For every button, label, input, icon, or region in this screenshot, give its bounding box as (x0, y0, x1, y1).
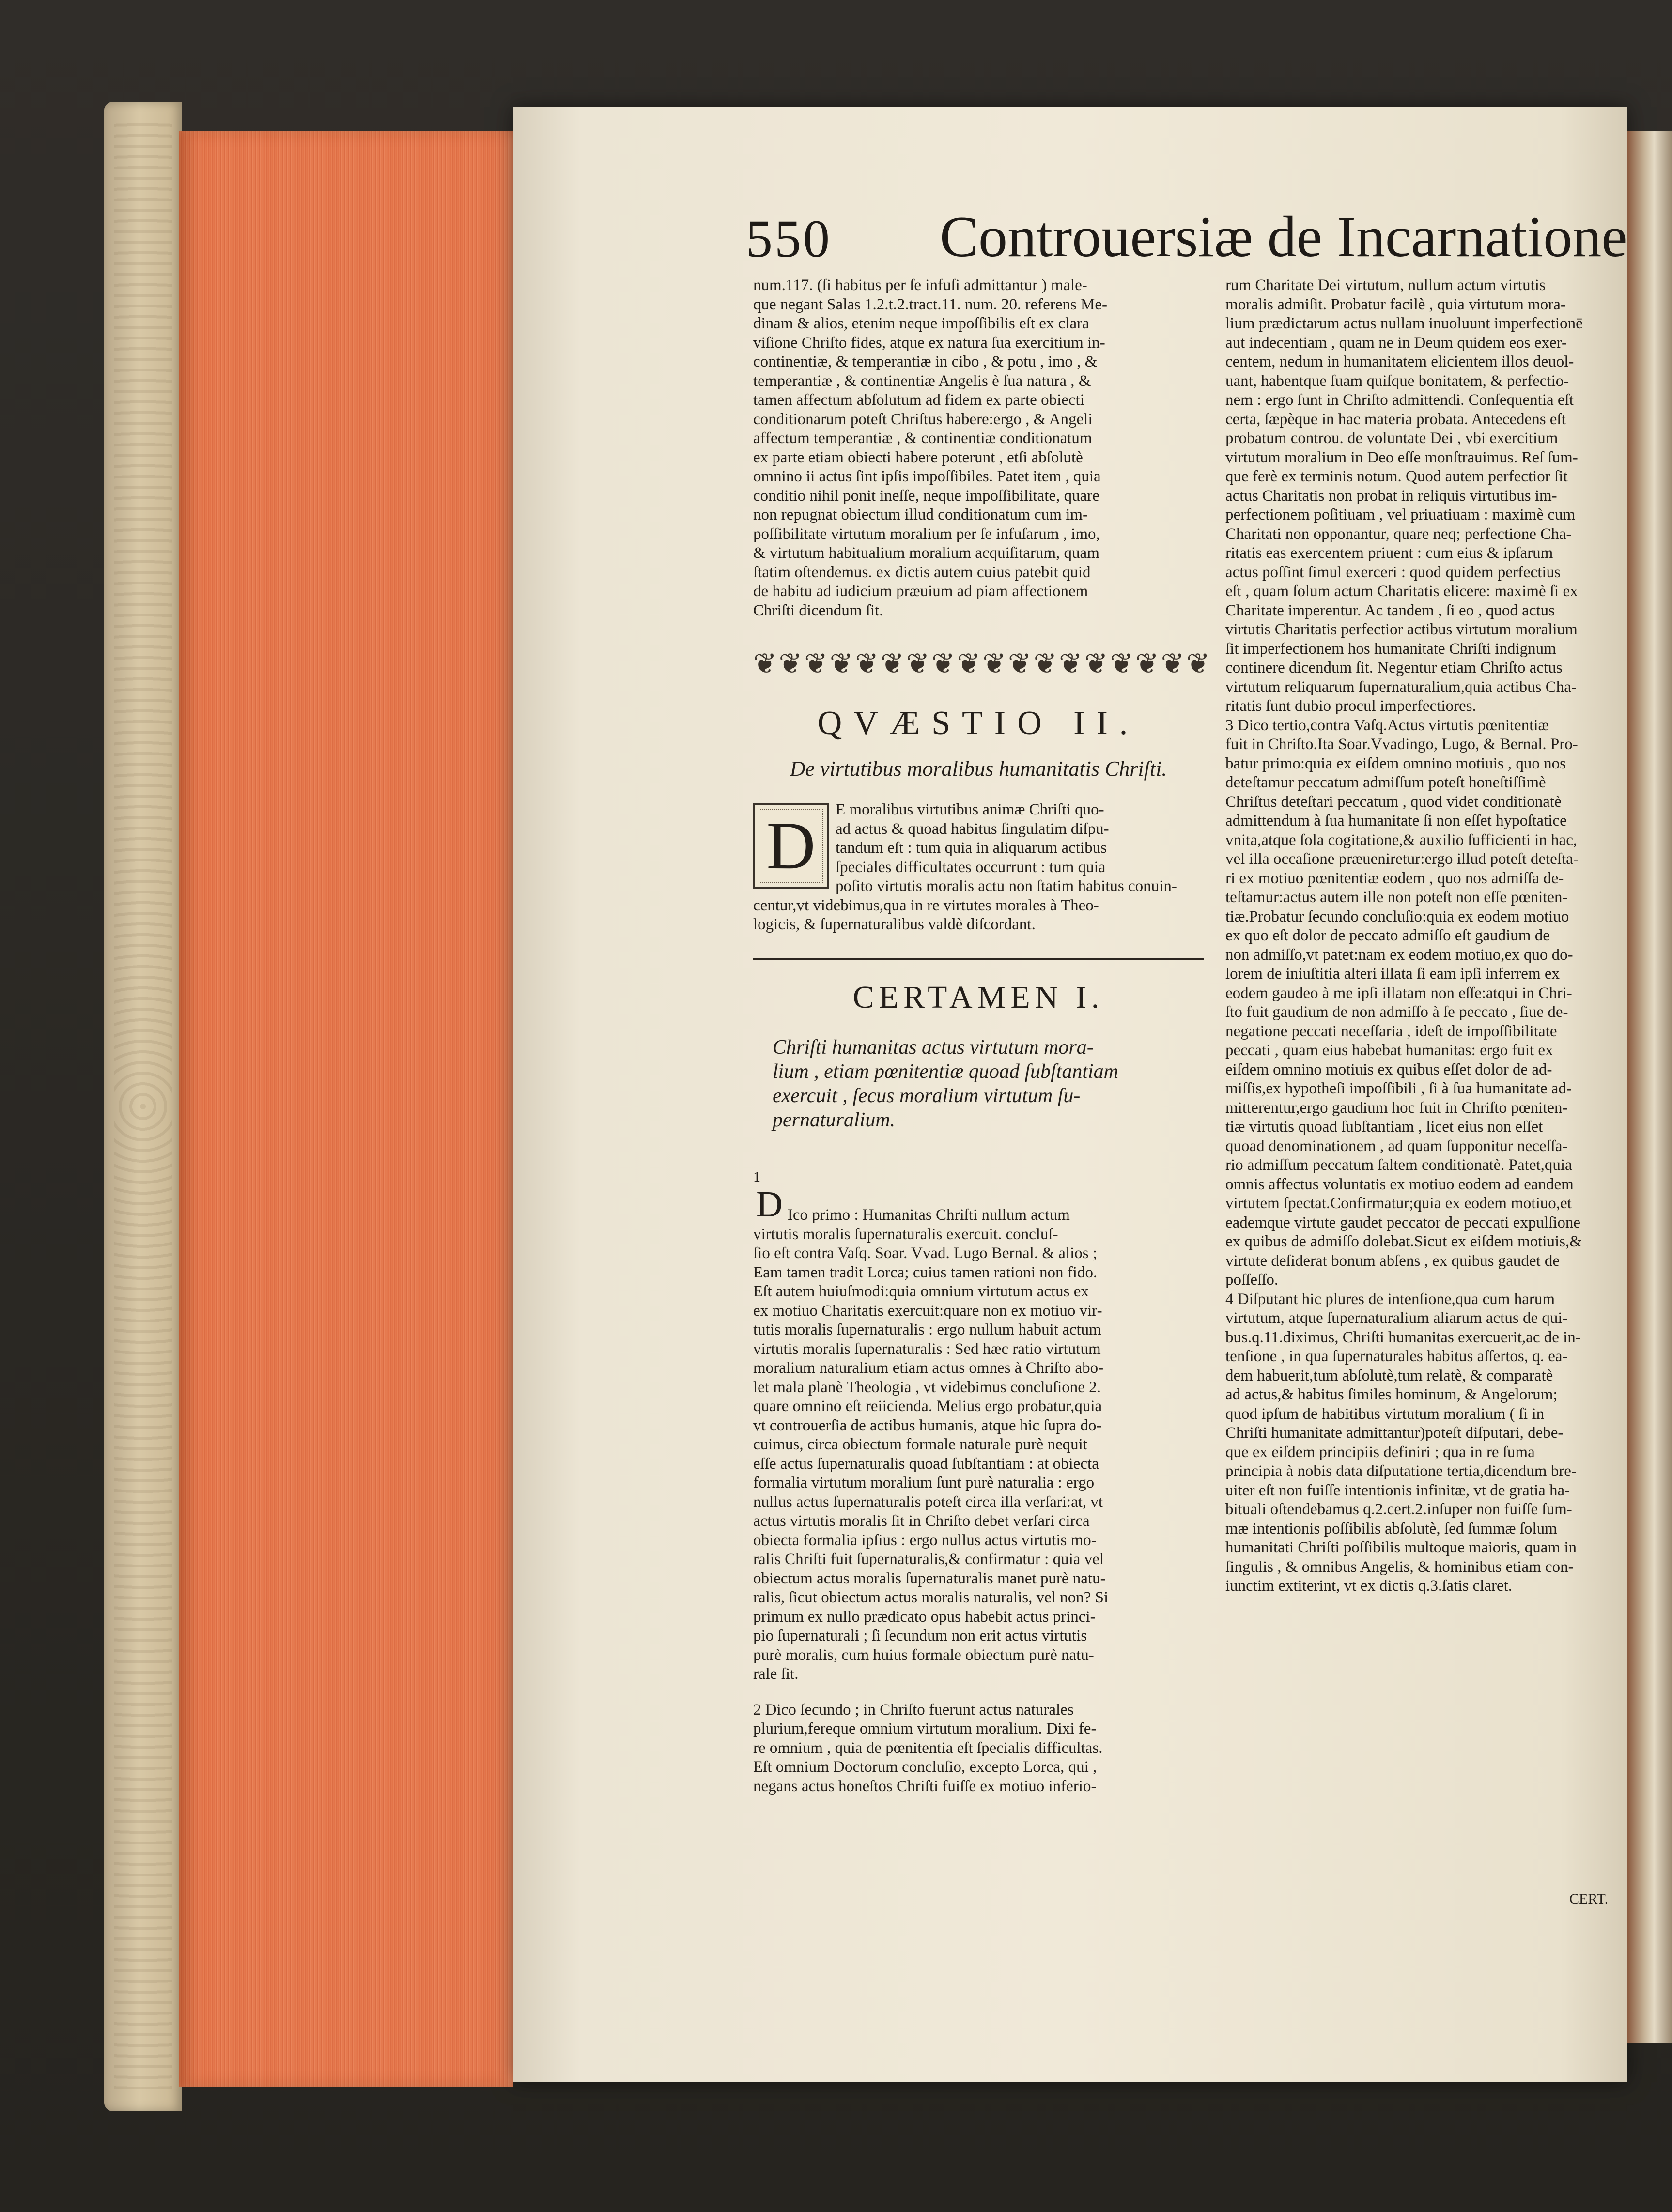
catchword: CERT. (1569, 1891, 1609, 1907)
paragraph-number: 1 (753, 1169, 760, 1185)
page-number: 550 (746, 209, 832, 268)
facing-page-edge (1627, 131, 1672, 2043)
right-paragraph-1: rum Charitate Dei virtutum, nullum actum virtutis moralis admiſit. Probatur facilè , quia virtutum mora- lium prædictarum actus nullam inuoluunt imperfectionē aut indecentiam , quam ne in Deum quidem eos exer- centem, nedum in humanitatem elicientem illos deuol- uant, habentque ſuam quiſque bonitatem, & perfectio- nem : ergo ſunt in Chriſto admittendi. Conſequentia eſt certa, ſæpèque in hac materia probata. Antecedens eſt probatum controu. de voluntate Dei , vbi exercitium virtutum moralium in Deo eſſe monſtrauimus. Reſ ſum- que ferè ex terminis notum. Quod autem perfectior ſit actus Charitatis non probat in reliquis virtutibus im- perfectionem poſitiuam , vel priuatiuam : maximè cum Charitati non opponantur, quare neq; perfectione Cha- ritatis eas exercentem priuent : cum eius & ipſarum actus poſſint ſimul exerceri : quod quidem perfectius eſt , quam ſolum actum Charitatis elicere: maximè ſi ex Charitate imperentur. Ac tandem , ſi eo , quod actus virtutis Charitatis perfectior actibus virtutum moralium ſit imperfectionem hos humanitate Chriſti indignum continere dicendum ſit. Negentur etiam Chriſto actus virtutum reliquarum ſupernaturalium,quia actibus Cha- ritatis ſunt dubio procul imperfectiores. (1225, 276, 1583, 715)
questio-intro-text: E moralibus virtutibus animæ Chriſti quo- ad actus & quoad habitus ſingulatim diſpu- tandum eſt : tum quia in aliquarum actibus ſpeciales difficultates occurrunt : tum quia poſito virtutis moralis actu non ſtatim habitus conuin- centur,vt videbimus,qua in re virtutes morales à Theo- logicis, & ſupernaturalibus valdè diſcordant. (753, 801, 1177, 933)
right-column (1225, 276, 1618, 1596)
initial-flourish (759, 809, 823, 883)
questio-title: QVÆSTIO II. (817, 705, 1140, 742)
intro-paragraph: num.117. (ſi habitus per ſe infuſi admittantur ) male- que negant Salas 1.2.t.2.tract.11. num. 20. referens Me- dinam & alios, etenim neque impoſſibilis eſt ex clara viſione Chriſto fides, atque ex natura ſua exercitium in- continentiæ, & temperantiæ in cibo , & potu , imo , & temperantiæ , & continentiæ Angelis è ſua natura , & tamen affectum abſolutum ad fidem ex parte obiecti conditionarum poteſt Chriſtus habere:ergo , & Angeli affectum temperantiæ , & continentiæ conditionatum ex parte etiam obiecti habere poterunt , etſi abſolutè omnino ii actus ſint ipſis impoſſibiles. Patet item , quia conditio nihil ponit ineſſe, neque impoſſibilitate, quare non repugnat obiectum illud conditionatum cum im- poſſibilitate virtutum moralium per ſe infuſarum , imo, & virtutum habitualium moralium acquiſitarum, quam ſtatim oſtendemus. ex dictis autem cuius patebit quid de habitu ad iudicium præuium ad piam affectionem Chriſti dicendum ſit. (753, 276, 1107, 619)
paragraph-initial: D (756, 1183, 783, 1225)
cover-pattern (114, 121, 172, 2092)
certamen-summary: Chriſti humanitas actus virtutum mora- lium , etiam pœnitentiæ quoad ſubſtantiam exercuit , ſecus moralium virtutum ſu- pernaturalium. (773, 1036, 1118, 1131)
page-header (746, 203, 1627, 276)
page-block-edge (179, 131, 513, 2087)
decorated-initial (753, 803, 829, 889)
left-column (753, 276, 1212, 1796)
right-paragraph-3: 3 Dico tertio,contra Vaſq.Actus virtutis pœnitentiæ fuit in Chriſto.Ita Soar.Vvadingo, Lugo, & Bernal. Pro- batur primo:quia ex eiſdem omnino motiuis , quo nos deteſtamur peccatum admiſſum poteſt honeſtiſſimè Chriſtus deteſtari peccatum , quod videt conditionatè admittendum à ſua humanitate ſi non eſſet hypoſtatice vnita,atque ſola cogitatione,& auxilio ſufficienti in hac, vel illa occaſione præueniretur:ergo illud poteſt deteſta- ri ex motiuo pœnitentiæ eodem , quo nos admiſſa de- teſtamur:actus autem ille non poteſt non eſſe pœniten- tiæ.Probatur ſecundo concluſio:quia ex eodem motiuo ex quo eſt dolor de peccato admiſſo eſt gaudium de non admiſſo,vt patet:nam ex eodem motiuo,ex quo do- lorem de iniuſtitia alteri illata ſi eam ipſi inferrem ex eodem gaudeo à me ipſi illatam non eſſe:atqui in Chri- ſto fuit gaudium de non admiſſo à ſe peccato , ſiue de- negatione peccati neceſſaria , ideſt de impoſſibilitate peccati , quam eius habebat humanitas: ergo fuit ex eiſdem omnino motiuis ex quibus eſſet dolor de ad- miſſis,ex hypotheſi impoſſibili , ſi à ſua humanitate ad- mitterentur,ergo gaudium hoc fuit in Chriſto pœniten- tiæ virtutis quoad ſubſtantiam , licet eius non eſſet quoad denominationem , ad quam ſupponitur neceſſa- rio admiſſum peccatum ſaltem conditionatè. Patet,quia omnis affectus voluntatis ex motiuo eodem ad eandem virtutem ſpectat.Confirmatur;quia ex eodem motiuo,et eademque virtute gaudet peccator de peccati expulſione ex quibus de admiſſo dolebat.Sicut ex eiſdem motiuis,& virtute deſiderat bonum abſens , ex quibus gaudet de poſſeſſo. (1225, 716, 1582, 1289)
running-title: Controuersiæ de Incarnatione (940, 204, 1627, 269)
questio-subtitle: De virtutibus moralibus humanitatis Chriſti. (790, 757, 1167, 781)
dropcap-letter: D (766, 808, 816, 883)
book-cover (104, 102, 182, 2111)
certamen-title: CERTAMEN I. (852, 979, 1104, 1015)
paragraph-2: 2 Dico ſecundo ; in Chriſto fuerunt actus naturales plurium,fereque omnium virtutum moralium. Dixi fe- re omnium , quia de pœnitentia eſt ſpecialis difficultas. Eſt omnium Doctorum concluſio, excepto Lorca, qui , negans actus honeſtos Chriſti fuiſſe ex motiuo inferio- (753, 1701, 1103, 1795)
paragraph-1-text: Ico primo : Humanitas Chriſti nullum actum virtutis moralis ſupernaturalis exercuit. concluſ- ſio eſt contra Vaſq. Soar. Vvad. Lugo Bernal. & alios ; Eam tamen tradit Lorca; cuius tamen rationi non fido. Eſt autem huiuſmodi:quia omnium virtutum actus ex ex motiuo Charitatis exercuit:quare non ex motiuo vir- tutis moralis ſupernaturalis : ergo nullum habuit actum virtutis moralis ſupernaturalis : Sed hæc ratio virtutum moralium naturalium etiam actus omnes à Chriſto abo- let mala planè Theologia , vt videbimus concluſione 2. quare omnino eſt reiicienda. Melius ergo probatur,quia vt controuerſia de actibus humanis, atque hic ſupra do- cuimus, circa obiectum formale naturale purè nequit eſſe actus ſupernaturalis quoad ſubſtantiam : at obiecta formalia virtutum moralium ſunt purè naturalia : ergo nullus actus ſupernaturalis poteſt circa illa verſari:at, vt actus virtutis moralis ſit in Chriſto debet verſari circa obiecta formalia ipſius : ergo nullus actus virtutis mo- ralis Chriſti fuit ſupernaturalis,& confirmatur : quia vel obiectum actus moralis ſupernaturalis manet purè natu- ralis, ſicut obiectum actus moralis naturalis, vel non? Si primum ex nullo prædicato opus habebit actus princi- pio ſupernaturali ; ſi ſecundum non erit actus virtutis purè moralis, cum huius formale obiectum purè natu- rale ſit. (753, 1206, 1109, 1683)
ornament-band: ❦❦❦❦❦❦❦❦❦❦❦❦❦❦❦❦❦❦ (753, 648, 1212, 679)
section-rule (753, 958, 1204, 960)
paragraph-1 (753, 1149, 1204, 1684)
questio-intro (753, 800, 1204, 935)
right-paragraph-4: 4 Diſputant hic plures de intenſione,qua cum harum virtutum, atque ſupernaturalium aliarum actus de qui- bus.q.11.diximus, Chriſti humanitas exercuerit,ac de in- tenſione , in qua ſupernaturales habitus aſſertos, q. ea- dem habuerit,tum abſolutè,tum relatè, & comparatè ad actus,& habitus ſimiles hominum, & Angelorum; quod ipſum de habitibus virtutum moralium ( ſi in Chriſti humanitate admittantur)poteſt diſputari, debe- que ex eiſdem principiis definiri ; qua in re ſuma principia à nobis data diſputatione tertia,dicendum bre- uiter eſt non fuiſſe intentionis infinitæ, vt de gratia ha- bituali oſtendebamus q.2.cert.2.inſuper non fuiſſe ſum- mæ intentionis poſſibilis abſolutè, ſed ſummæ ſolum humanitati Chriſti poſſibilis multoque maioris, quam in ſingulis , & omnibus Angelis, & hominibus etiam con- iunctim extiterint, vt ex dictis q.3.ſatis claret. (1225, 1290, 1581, 1595)
